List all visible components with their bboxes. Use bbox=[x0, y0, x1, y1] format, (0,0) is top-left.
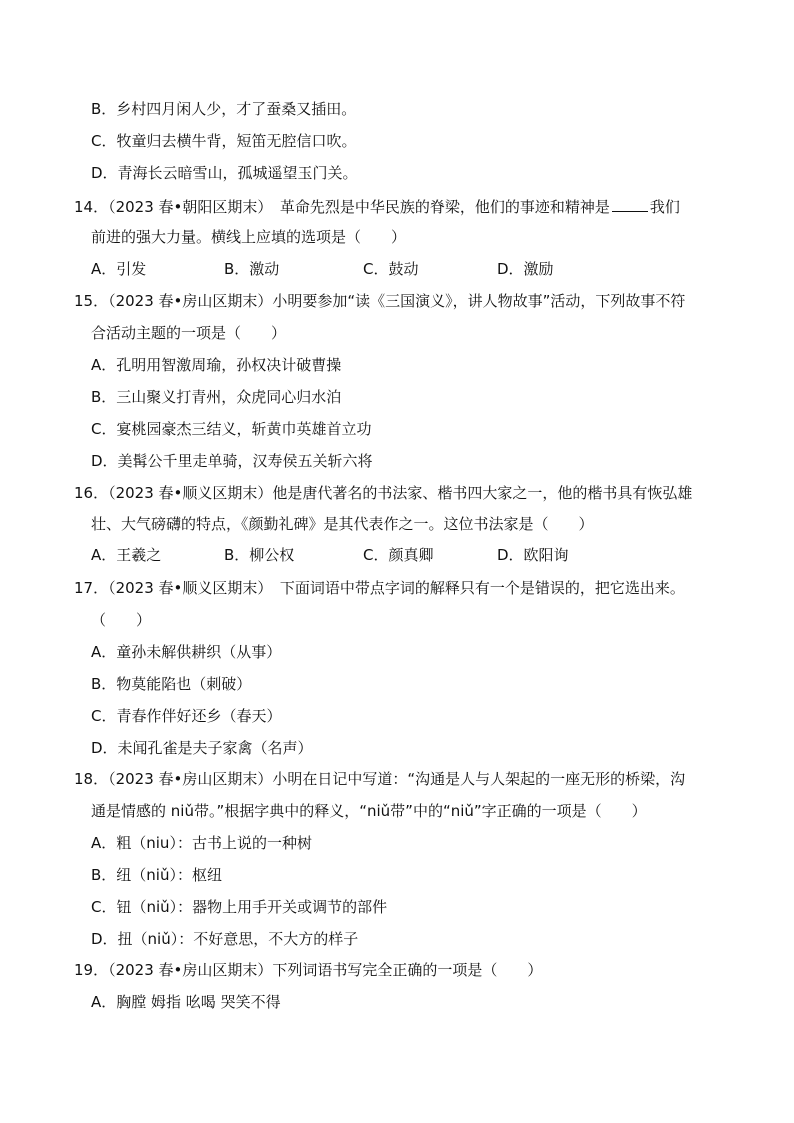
q19-option-a: A．胸膛 姆指 吆喝 哭笑不得 bbox=[91, 993, 281, 1011]
q16-option-b: B．柳公权 bbox=[224, 546, 295, 564]
q14-option-d: D．激励 bbox=[497, 260, 554, 278]
q17-option-a: A．童孙未解供耕织（从事） bbox=[91, 643, 282, 661]
q15-option-b: B．三山聚义打青州，众虎同心归水泊 bbox=[91, 388, 342, 406]
q17-stem-line2: （ ） bbox=[91, 611, 152, 629]
q18-option-c: C．钮（niǔ）：器物上用手开关或调节的部件 bbox=[91, 898, 388, 916]
q15-option-c: C．宴桃园豪杰三结义，斩黄巾英雄首立功 bbox=[91, 420, 372, 438]
q14-stem-line1 bbox=[74, 196, 680, 216]
q16-stem-line1: 16．（2023 春•顺义区期末）他是唐代著名的书法家、楷书四大家之一，他的楷书具有恢弘雄 bbox=[74, 484, 693, 502]
q15-option-a: A．孔明用智激周瑜，孙权决计破曹操 bbox=[91, 356, 342, 374]
q14-stem-part1: 14．（2023 春•朝阳区期末） 革命先烈是中华民族的脊梁，他们的事迹和精神是 bbox=[74, 198, 610, 216]
q18-stem-line2: 通是情感的 niǔ带。”根据字典中的释义，“niǔ带”中的“niǔ”字正确的一项是（ ） bbox=[91, 802, 647, 820]
q14-option-b: B．激动 bbox=[224, 260, 280, 278]
q14-blank bbox=[612, 196, 648, 212]
q15-option-d: D．美髯公千里走单骑，汉寿侯五关斩六将 bbox=[91, 452, 373, 470]
q15-stem-line1: 15．（2023 春•房山区期末）小明要参加“读《三国演义》，讲人物故事”活动，下列故事不符 bbox=[74, 292, 686, 310]
q16-option-d: D．欧阳询 bbox=[497, 546, 569, 564]
q16-option-c: C．颜真卿 bbox=[363, 546, 434, 564]
q14-option-a: A．引发 bbox=[91, 260, 147, 278]
q18-option-a: A．粗（niu）：古书上说的一种树 bbox=[91, 834, 312, 852]
q17-option-c: C．青春作伴好还乡（春天） bbox=[91, 707, 282, 725]
q15-stem-line2: 合活动主题的一项是（ ） bbox=[91, 324, 287, 342]
q14-stem-part2: 我们 bbox=[649, 198, 680, 216]
q14-option-c: C．鼓动 bbox=[363, 260, 419, 278]
q14-stem-line2: 前进的强大力量。横线上应填的选项是（ ） bbox=[91, 228, 407, 246]
q16-stem-line2: 壮、大气磅礴的特点，《颜勤礼碑》是其代表作之一。这位书法家是（ ） bbox=[91, 515, 594, 533]
q19-stem-line1: 19．（2023 春•房山区期末）下列词语书写完全正确的一项是（ ） bbox=[74, 961, 543, 979]
q18-option-b: B．纽（niǔ）：枢纽 bbox=[91, 866, 222, 884]
q17-stem-line1: 17．（2023 春•顺义区期末） 下面词语中带点字词的解释只有一个是错误的，把它选出来。 bbox=[74, 579, 685, 597]
q13-option-c: C．牧童归去横牛背，短笛无腔信口吹。 bbox=[91, 132, 357, 150]
q17-option-d: D．未闻孔雀是夫子家禽（名声） bbox=[91, 739, 313, 757]
q18-stem-line1: 18．（2023 春•房山区期末）小明在日记中写道：“沟通是人与人架起的一座无形的桥梁，沟 bbox=[74, 770, 686, 788]
q16-option-a: A．王羲之 bbox=[91, 546, 162, 564]
q13-option-d: D．青海长云暗雪山，孤城遥望玉门关。 bbox=[91, 164, 358, 182]
q18-option-d: D．扭（niǔ）：不好意思，不大方的样子 bbox=[91, 930, 359, 948]
q17-option-b: B．物莫能陷也（刺破） bbox=[91, 675, 252, 693]
q13-option-b: B．乡村四月闲人少，才了蚕桑又插田。 bbox=[91, 100, 357, 118]
